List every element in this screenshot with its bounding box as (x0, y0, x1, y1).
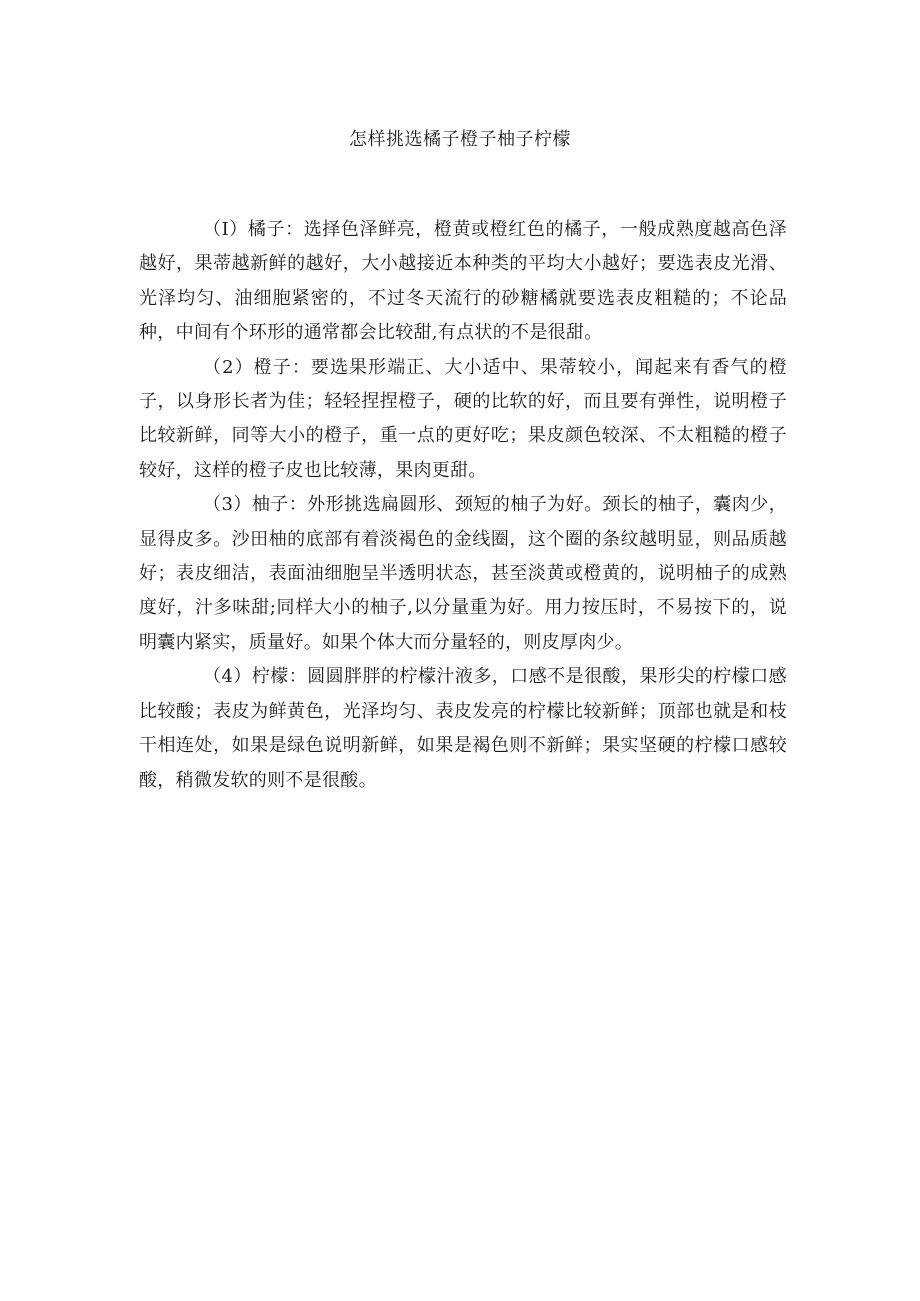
document-title: 怎样挑选橘子橙子柚子柠檬 (349, 129, 571, 150)
paragraph-orange: （2）橙子：要选果形端正、大小适中、果蒂较小，闻起来有香气的橙子，以身形长者为佳；轻轻捏捏橙子，硬的比软的好，而且要有弹性，说明橙子比较新鲜，同等大小的橙子，重一点的更好吃；果皮颜色较深、不太粗糙的橙子较好，这样的橙子皮也比较薄，果肉更甜。 (139, 356, 787, 481)
document-body (139, 213, 787, 798)
paragraph-pomelo: （3）柚子：外形挑选扁圆形、颈短的柚子为好。颈长的柚子，囊肉少，显得皮多。沙田柚的底部有着淡褐色的金线圈，这个圈的条纹越明显，则品质越好；表皮细洁，表面油细胞呈半透明状态，甚至淡黄或橙黄的，说明柚子的成熟度好，汁多味甜;同样大小的柚子,以分量重为好。用力按压时，不易按下的，说明囊内紧实，质量好。如果个体大而分量轻的，则皮厚肉少。 (139, 494, 787, 653)
paragraph-tangerine: （I）橘子：选择色泽鲜亮，橙黄或橙红色的橘子，一般成熟度越高色泽越好，果蒂越新鲜的越好，大小越接近本种类的平均大小越好；要选表皮光滑、光泽均匀、油细胞紧密的，不过冬天流行的砂糖橘就要选表皮粗糙的；不论品种，中间有个环形的通常都会比较甜,有点状的不是很甜。 (139, 219, 787, 344)
paragraph-lemon: （4）柠檬：圆圆胖胖的柠檬汁液多，口感不是很酸，果形尖的柠檬口感比较酸；表皮为鲜黄色，光泽均匀、表皮发亮的柠檬比较新鲜；顶部也就是和枝干相连处，如果是绿色说明新鲜，如果是褐色则不新鲜；果实坚硬的柠檬口感较酸，稍微发软的则不是很酸。 (139, 666, 787, 791)
